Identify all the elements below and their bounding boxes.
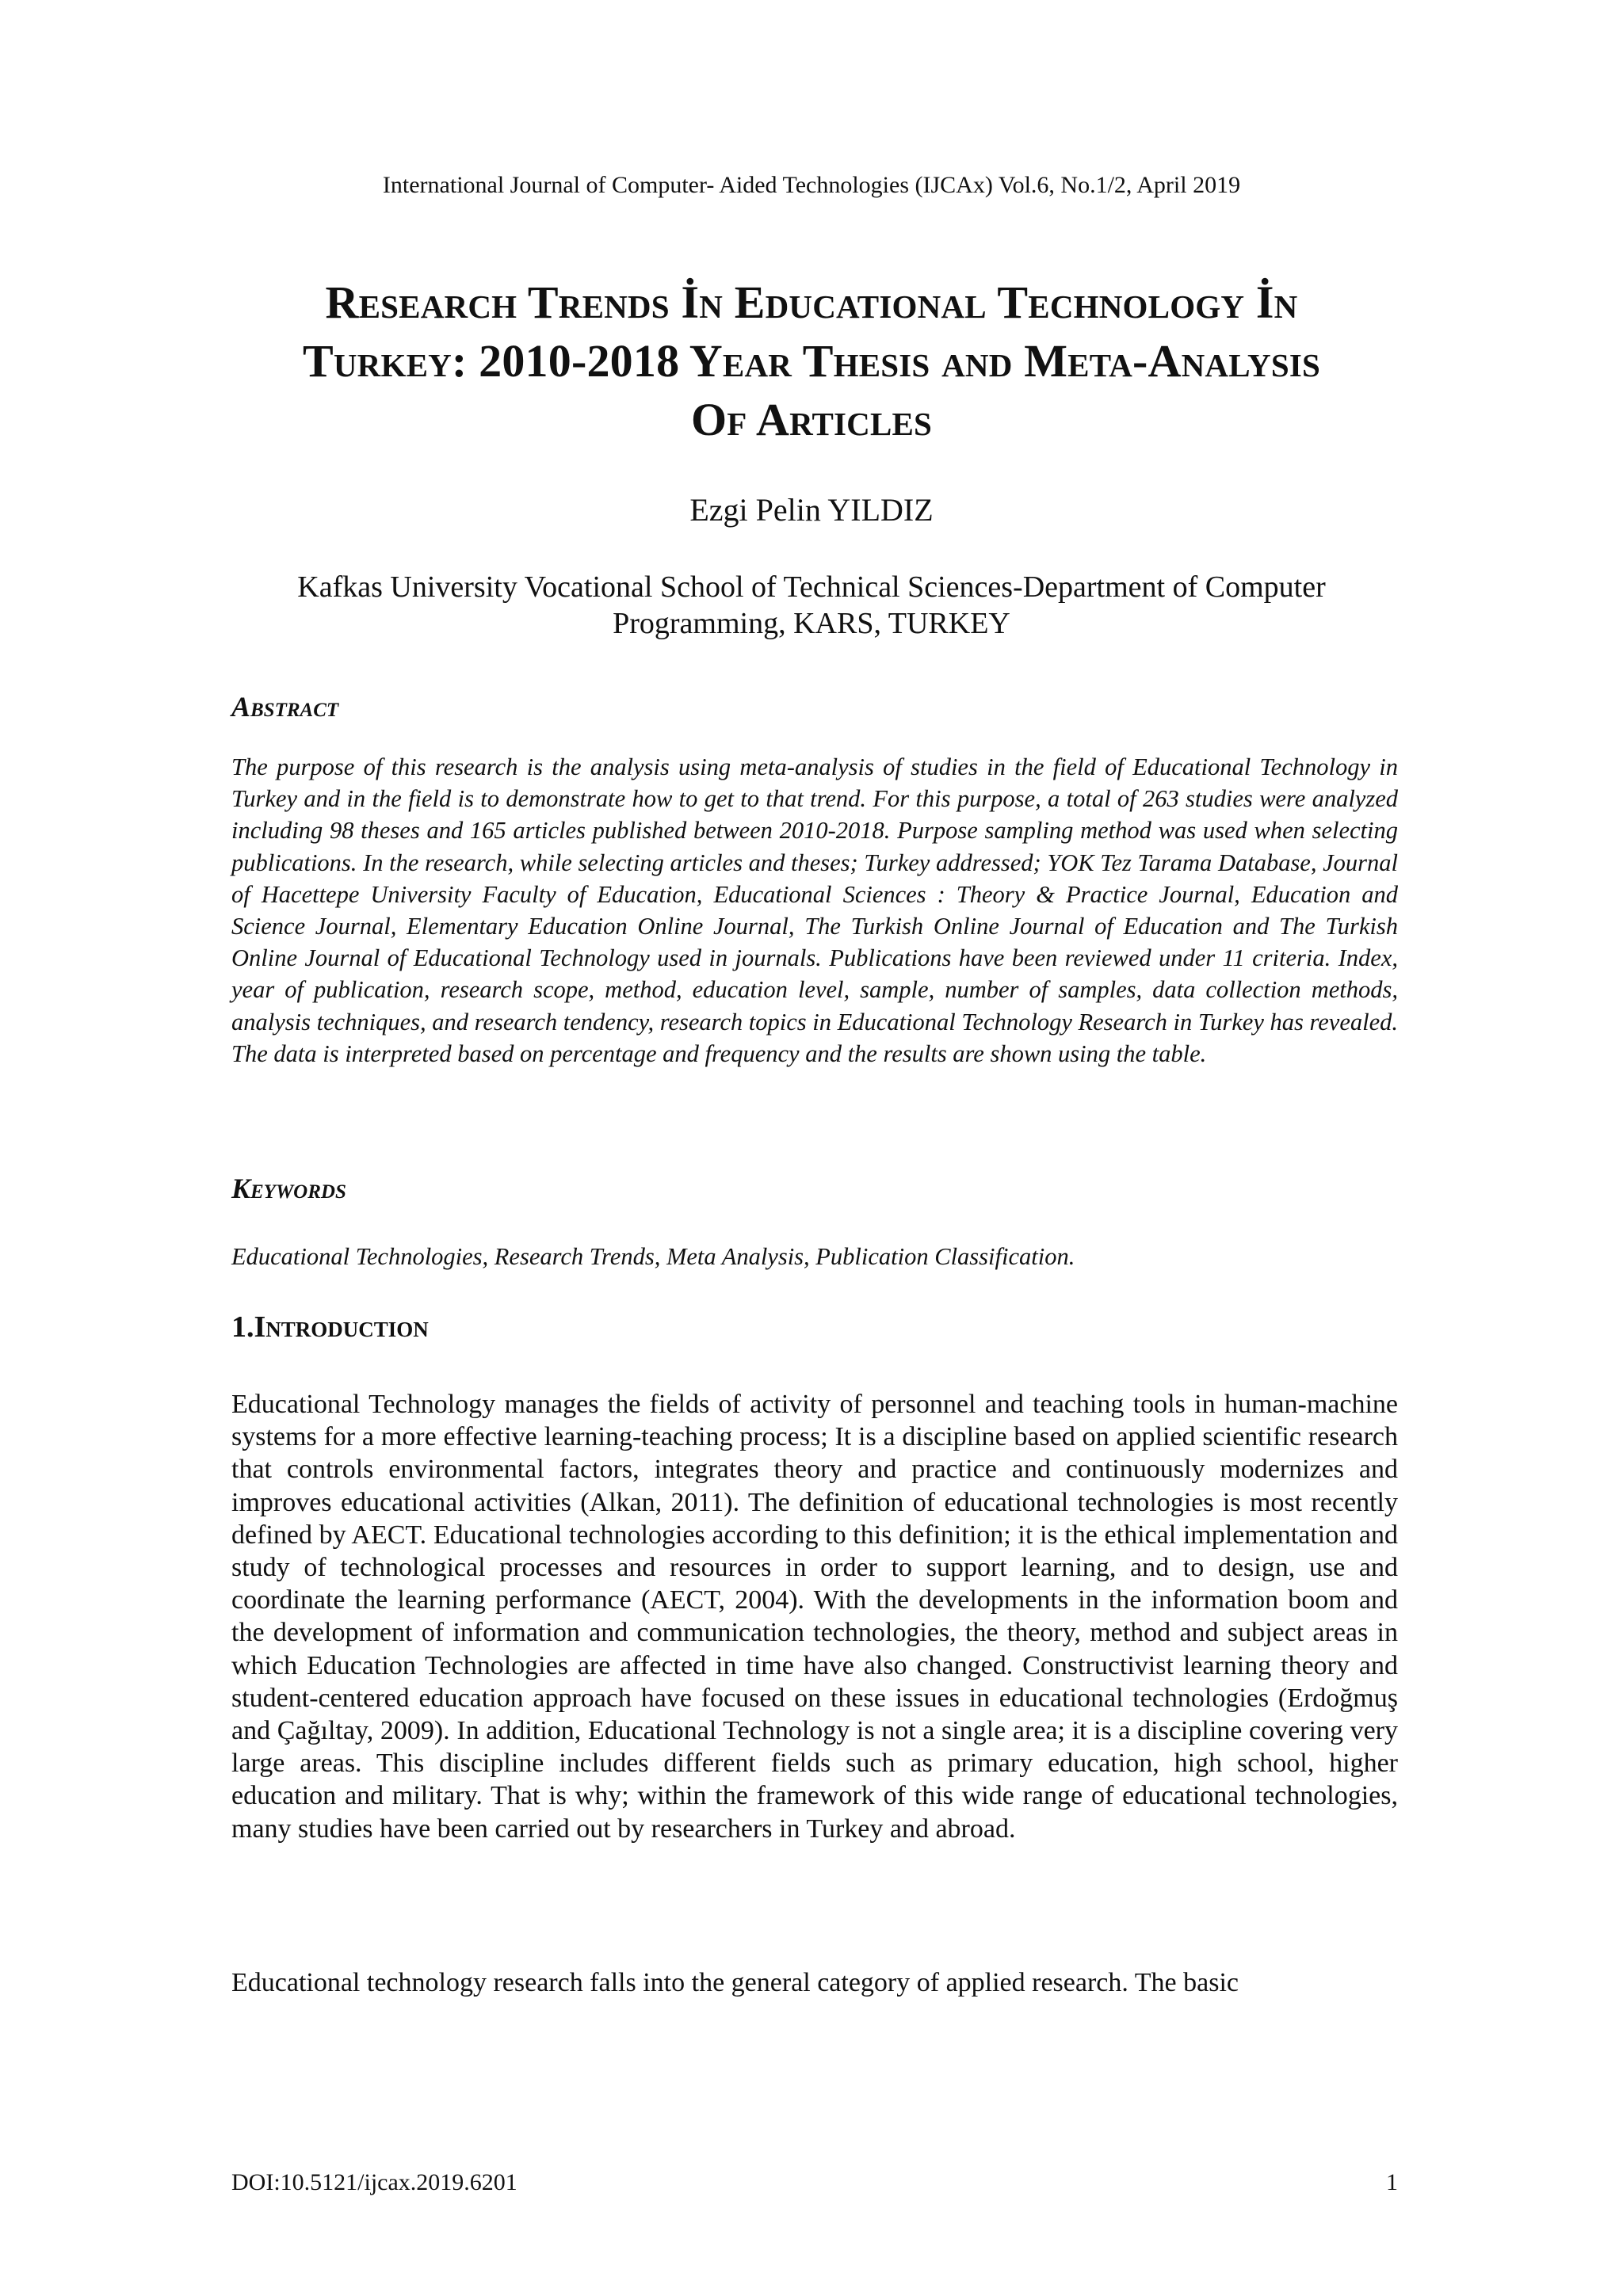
abstract-text: The purpose of this research is the analysis using meta-analysis of studies in the field of Educational Technology in Turkey and in the field is to demonstrate how to get to that trend. For this purpose, a total of 263 studies were analyzed including 98 theses and 165 articles published between 2010-2018. Purpose sampling method was used when selecting publications. In the research, while selecting articles and theses; Turkey addressed; YOK Tez Tarama Database, Journal of Hacettepe University Faculty of Education, Educational Sciences : Theory & Practice Journal, Education and Science Journal, Elementary Education Online Journal, The Turkish Online Journal of Education and The Turkish Online Journal of Educational Technology used in journals. Publications have been reviewed under 11 criteria. Index, year of publication, research scope, method, education level, sample, number of samples, data collection methods, analysis techniques, and research tendency, research topics in Educational Technology Research in Turkey has revealed. The data is interpreted based on percentage and frequency and the results are shown using the table. <box>231 753 1398 1067</box>
affiliation-line-2: Programming, KARS, TURKEY <box>613 607 1010 640</box>
introduction-heading: 1.Introduction <box>231 1310 429 1344</box>
keywords-text: Educational Technologies, Research Trends, Meta Analysis, Publication Classification. <box>231 1243 1075 1270</box>
abstract-heading: Abstract <box>231 691 339 723</box>
author-name: Ezgi Pelin YILDIZ <box>689 492 934 528</box>
title-line-1: Research Trends İn Educational Technology İn <box>325 277 1298 328</box>
introduction-paragraph-1: Educational Technology manages the fields of activity of personnel and teaching tools in human-machine systems for a more effective learning-teaching process; It is a discipline based on applied scientific research that controls environmental factors, integrates theory and practice and continuously modernizes and improves educational activities (Alkan, 2011). The definition of educational technologies is most recently defined by AECT. Educational technologies according to this definition; it is the ethical implementation and study of technological processes and resources in order to support learning, and to design, use and coordinate the learning performance (AECT, 2004). With the developments in the information boom and the development of information and communication technologies, the theory, method and subject areas in which Education Technologies are affected in time have also changed. Constructivist learning theory and student-centered education approach have focused on these issues in educational technologies (Erdoğmuş and Çağıltay, 2009). In addition, Educational Technology is not a single area; it is a discipline covering very large areas. This discipline includes different fields such as primary education, high school, higher education and military. That is why; within the framework of this wide range of educational technologies, many studies have been carried out by researchers in Turkey and abroad. <box>231 1390 1398 1844</box>
affiliation-line-1: Kafkas University Vocational School of Technical Sciences-Department of Computer <box>297 570 1326 604</box>
page-number: 1 <box>1386 2169 1398 2195</box>
running-header: International Journal of Computer- Aided Technologies (IJCAx) Vol.6, No.1/2, April 2019 <box>382 172 1241 198</box>
introduction-paragraph-2: Educational technology research falls into the general category of applied research. The basic <box>231 1968 1239 1997</box>
footer-doi: DOI:10.5121/ijcax.2019.6201 <box>231 2169 517 2195</box>
paper-title <box>198 273 1425 449</box>
title-line-2: Turkey: 2010-2018 Year Thesis and Meta-Analysis <box>302 335 1320 387</box>
title-line-3: Of Articles <box>690 394 933 445</box>
author-affiliation <box>238 569 1385 642</box>
keywords-heading: Keywords <box>231 1173 346 1204</box>
